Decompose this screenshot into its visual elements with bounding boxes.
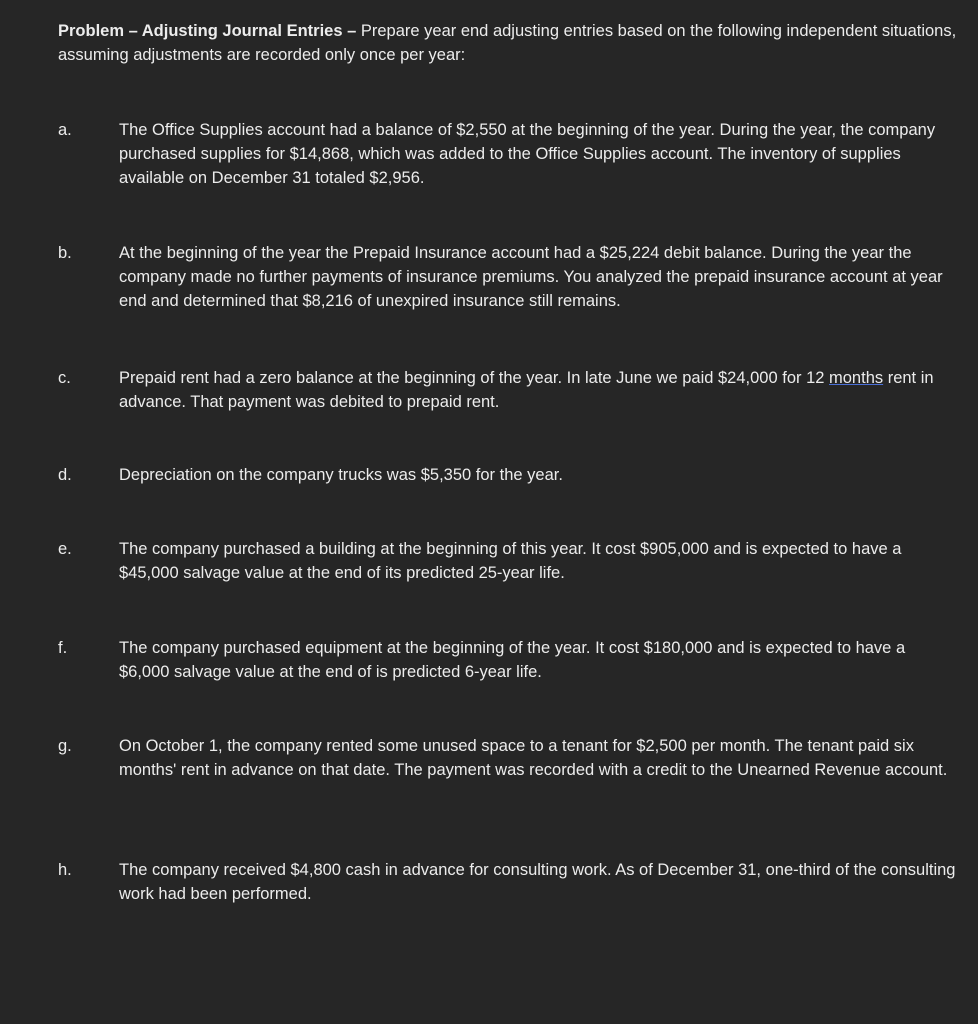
item-letter: f. bbox=[58, 639, 68, 657]
item-letter: a. bbox=[58, 121, 72, 139]
problem-instructions: Prepare year end adjusting entries based on the following independent situations, assuming adjustments are recorded only once per year: bbox=[58, 22, 957, 64]
item-text: The company purchased a building at the beginning of this year. It cost $905,000 and is expected to have a $45,000 salvage value at the end of its predicted 25-year life. bbox=[119, 540, 902, 582]
item-text-part: rent in advance. That payment was debited to prepaid rent. bbox=[119, 369, 934, 411]
item-text: At the beginning of the year the Prepaid Insurance account had a $25,224 debit balance. During the year the company made no further payments of insurance premiums. You analyzed the prepaid insurance account at year end and determined that $8,216 of unexpired insurance still remains. bbox=[119, 244, 943, 310]
item-letter: e. bbox=[58, 540, 72, 558]
item-letter: g. bbox=[58, 737, 72, 755]
item-letter: c. bbox=[58, 369, 71, 387]
item-letter: b. bbox=[58, 244, 72, 262]
item-text bbox=[119, 366, 959, 414]
item-text: The company received $4,800 cash in advance for consulting work. As of December 31, one-third of the consulting work had been performed. bbox=[119, 861, 956, 903]
item-letter: h. bbox=[58, 861, 72, 879]
item-text: The Office Supplies account had a balance of $2,550 at the beginning of the year. During the year, the company purchased supplies for $14,868, which was added to the Office Supplies account. The inventory of supplies available on December 31 totaled $2,956. bbox=[119, 121, 936, 187]
problem-title: Problem – Adjusting Journal Entries – bbox=[58, 22, 357, 40]
item-text: On October 1, the company rented some unused space to a tenant for $2,500 per month. The tenant paid six months' rent in advance on that date. The payment was recorded with a credit to the Unearned Revenue account. bbox=[119, 737, 948, 779]
item-text-part: Prepaid rent had a zero balance at the beginning of the year. In late June we paid $24,000 for 12 bbox=[119, 369, 830, 387]
problem-intro bbox=[58, 19, 963, 67]
item-text: The company purchased equipment at the beginning of the year. It cost $180,000 and is expected to have a $6,000 salvage value at the end of is predicted 6-year life. bbox=[119, 639, 906, 681]
spellcheck-underlined-word: months bbox=[829, 369, 884, 387]
item-letter: d. bbox=[58, 466, 72, 484]
item-text: Depreciation on the company trucks was $5,350 for the year. bbox=[119, 466, 563, 484]
